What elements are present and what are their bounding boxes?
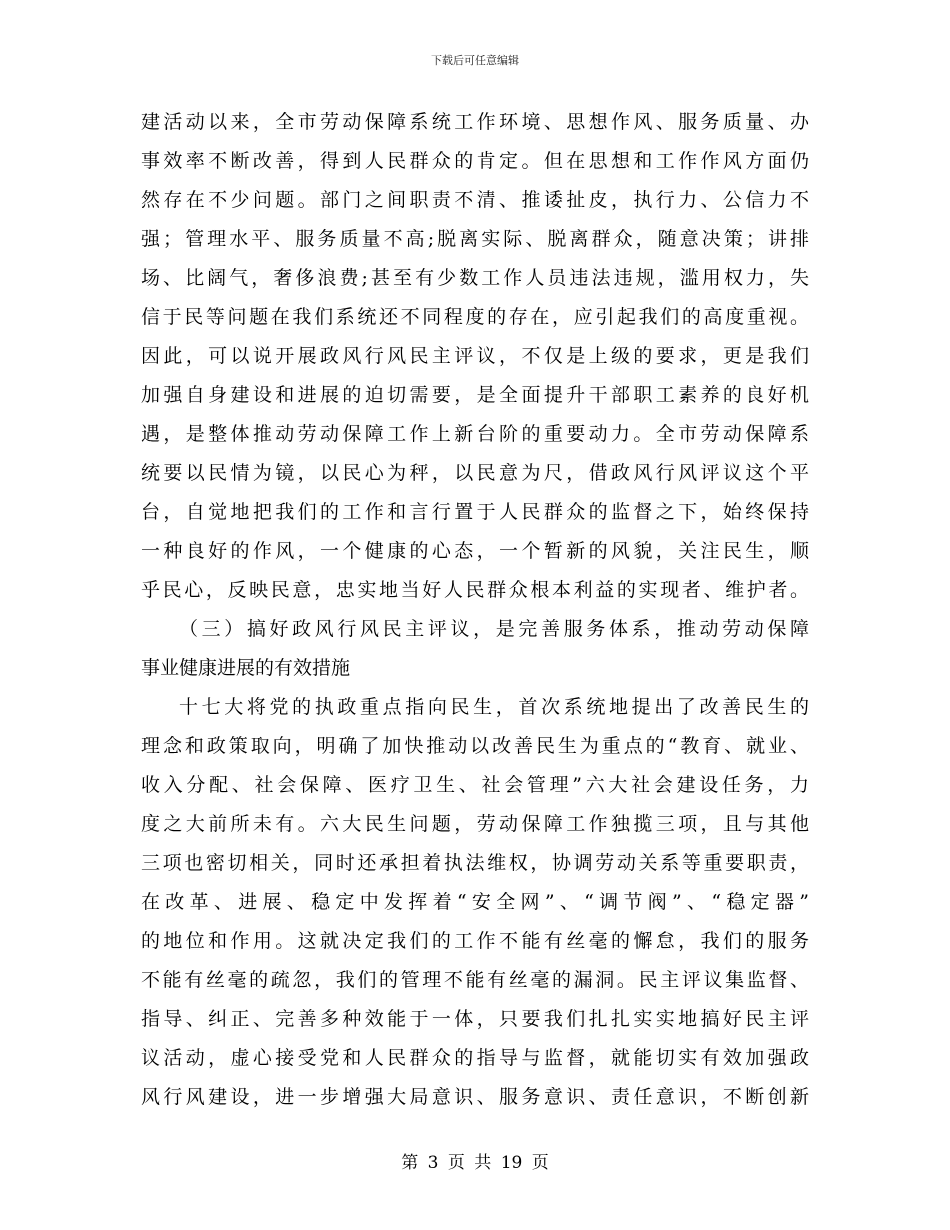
body-line: 建活动以来，全市劳动保障系统工作环境、思想作风、服务质量、办 [141,111,809,133]
body-line: 风行风建设，进一步增强大局意识、服务意识、责任意识，不断创新 [141,1086,809,1108]
body-line: 一种良好的作风，一个健康的心态，一个暂新的风貌，关注民生，顺 [141,540,809,562]
body-line: 度之大前所未有。六大民生问题，劳动保障工作独揽三项，且与其他 [141,813,809,835]
page-number-footer: 第 3 页 共 19 页 [401,1153,549,1173]
body-line: 遇，是整体推动劳动保障工作上新台阶的重要动力。全市劳动保障系 [141,423,809,445]
body-line: 不能有丝毫的疏忽，我们的管理不能有丝毫的漏洞。民主评议集监督、 [141,969,809,991]
section-heading-line: 事业健康进展的有效措施 [141,657,351,679]
body-line: 理念和政策取向，明确了加快推动以改善民生为重点的“教育、就业、 [141,735,809,757]
document-body [141,103,809,1117]
body-line: 收入分配、社会保障、医疗卫生、社会管理”六大社会建设任务，力 [141,774,809,796]
body-line: 因此，可以说开展政风行风民主评议，不仅是上级的要求，更是我们 [141,345,809,367]
body-line: 统要以民情为镜，以民心为秤，以民意为尺，借政风行风评议这个平 [141,462,809,484]
body-line: 在改革、进展、稳定中发挥着“安全网”、“调节阀”、“稳定器” [141,891,809,913]
body-line: 场、比阔气，奢侈浪费;甚至有少数工作人员违法违规，滥用权力，失 [141,267,809,289]
body-line: 议活动，虚心接受党和人民群众的指导与监督，就能切实有效加强政 [141,1047,809,1069]
body-line: 台，自觉地把我们的工作和言行置于人民群众的监督之下，始终保持 [141,501,809,523]
body-line: 指导、纠正、完善多种效能于一体，只要我们扎扎实实地搞好民主评 [141,1008,809,1030]
body-line: 然存在不少问题。部门之间职责不清、推诿扯皮，执行力、公信力不 [141,189,809,211]
body-line: 十七大将党的执政重点指向民生，首次系统地提出了改善民生的 [179,696,809,718]
body-line: 加强自身建设和进展的迫切需要，是全面提升干部职工素养的良好机 [141,384,809,406]
body-line: 的地位和作用。这就决定我们的工作不能有丝毫的懈怠，我们的服务 [141,930,809,952]
body-line: 强；管理水平、服务质量不高;脱离实际、脱离群众，随意决策；讲排 [141,228,809,250]
page-header: 下载后可任意编辑 [431,54,519,67]
section-heading-line: （三）搞好政风行风民主评议，是完善服务体系，推动劳动保障 [179,618,809,640]
body-line: 信于民等问题在我们系统还不同程度的存在，应引起我们的高度重视。 [141,306,809,328]
body-line: 乎民心，反映民意，忠实地当好人民群众根本利益的实现者、维护者。 [141,579,809,601]
body-line: 事效率不断改善，得到人民群众的肯定。但在思想和工作作风方面仍 [141,150,809,172]
body-line: 三项也密切相关，同时还承担着执法维权，协调劳动关系等重要职责， [141,852,809,874]
